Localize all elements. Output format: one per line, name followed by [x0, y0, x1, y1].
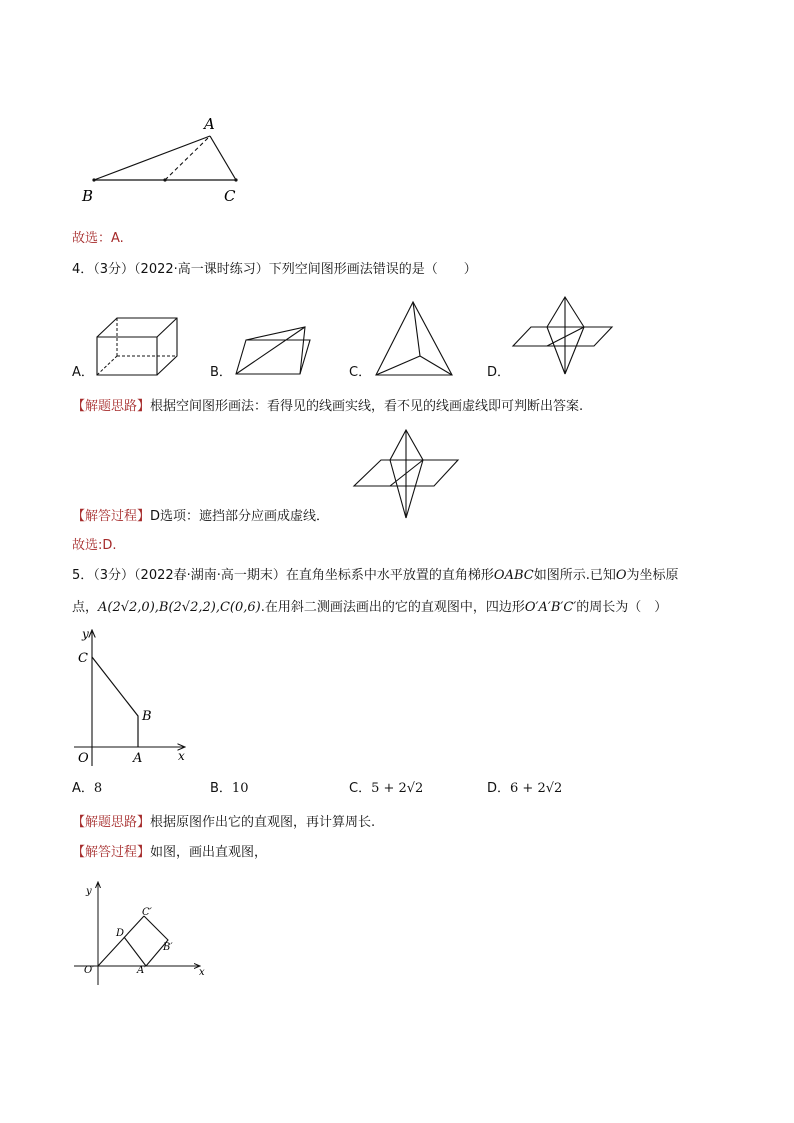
- q4-option-d: D．: [487, 365, 511, 380]
- q5-option-d-value: 6 + 2√2: [510, 781, 563, 796]
- label-b-prime: B′: [163, 942, 173, 953]
- q5-option-d-letter: D．: [487, 781, 511, 796]
- label-c: C: [78, 651, 88, 666]
- q4-answer: 故选:D.: [72, 538, 117, 553]
- axis-label-y: y: [82, 627, 89, 641]
- label-b: B: [142, 709, 152, 724]
- q4-hint-text: 根据空间图形画法：看得见的线画实线，看不见的线画虚线即可判断出答案.: [150, 399, 584, 414]
- axis-label-y2: y: [86, 886, 92, 897]
- q4-stem: 4．（3分）（2022·高一课时练习）下列空间图形画法错误的是（ ）: [72, 262, 477, 277]
- label-o-prime: O′: [84, 965, 95, 976]
- q5-process-tag: 【解答过程】: [72, 845, 151, 860]
- label-d: D: [116, 928, 125, 939]
- q5-stem-text-line2a: 点，: [72, 600, 99, 615]
- q4-process-tag: 【解答过程】: [72, 509, 151, 524]
- q5-stem-text-c: 如图所示.已知: [533, 568, 616, 583]
- label-a: A: [204, 115, 215, 133]
- oc-segment: [98, 916, 144, 966]
- q4-option-b: B．: [210, 365, 232, 380]
- q4-option-a: A．: [72, 365, 94, 380]
- q5-coordinates: A(2√2,0),B(2√2,2),C(0,6): [98, 600, 261, 615]
- q4-hint-tag: 【解题思路】: [72, 399, 151, 414]
- q4-process-text: D选项：遮挡部分应画成虚线．: [150, 509, 330, 524]
- label-a: A: [133, 751, 143, 766]
- q5-hint-tag: 【解题思路】: [72, 815, 151, 830]
- q5-hint-text: 根据原图作出它的直观图，再计算周长.: [150, 815, 376, 830]
- axis-label-x: x: [178, 749, 185, 763]
- q5-stem-text-e: 为坐标原: [626, 568, 679, 583]
- label-b: B: [82, 187, 94, 205]
- q5-option-c-value: 5 + 2√2: [371, 781, 424, 796]
- q3-answer: 故选：A.: [72, 231, 124, 246]
- q5-stem-text-line2b: .在用斜二测画法画出的它的直观图中，四边形: [260, 600, 525, 615]
- label-a-prime: A′: [137, 965, 147, 976]
- q5-stem-text-line2c: 的周长为（ ）: [576, 600, 668, 615]
- label-c-prime: C′: [142, 907, 152, 918]
- q5-option-b-value: 10: [231, 781, 249, 796]
- label-o: O: [78, 751, 89, 766]
- q5-trapezoid-name: OABC: [493, 568, 534, 583]
- label-c: C: [224, 187, 236, 205]
- q5-stem-text-a: 5．（3分）（2022春·湖南·高一期末）在直角坐标系中水平放置的直角梯形: [72, 568, 494, 583]
- axis-label-x2: x: [199, 967, 205, 978]
- q5-process-text: 如图，画出直观图，: [150, 845, 268, 860]
- q5-option-c-letter: C．: [349, 781, 372, 796]
- q5-origin-name: O: [615, 568, 627, 583]
- quad-oblique: [144, 916, 168, 966]
- da-segment: [124, 937, 146, 966]
- q5-option-b-letter: B．: [210, 781, 232, 796]
- q5-option-a-value: 8: [93, 781, 103, 796]
- q5-quad-name: O′A′B′C′: [524, 600, 577, 615]
- q4-option-c: C．: [349, 365, 372, 380]
- q5-option-a-letter: A．: [72, 781, 94, 796]
